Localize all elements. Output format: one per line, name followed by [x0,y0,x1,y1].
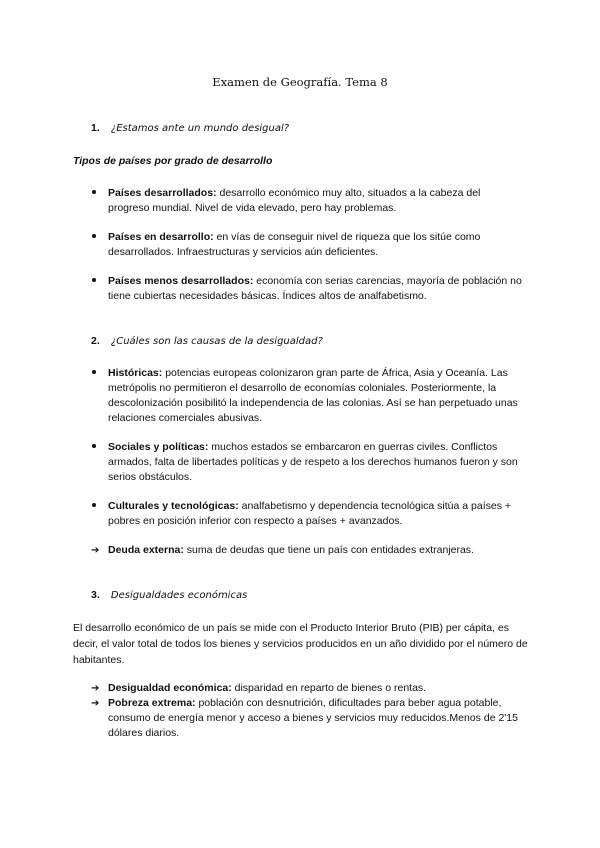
section-heading-1 [91,122,289,134]
document-title: Examen de Geografía. Tema 8 [212,75,388,89]
item-text: suma de deudas que tiene un país con entidades extranjeras. [183,544,474,556]
list-item [91,366,523,426]
subheading-tipos: Tipos de países por grado de desarrollo [73,155,273,167]
item-lead: Históricas: [108,367,163,379]
item-lead: Países en desarrollo: [108,231,214,243]
item-lead: Sociales y políticas: [108,441,209,453]
item-lead: Países desarrollados: [108,187,217,199]
item-lead: Desigualdad económica: [108,682,232,694]
list-item [91,681,523,696]
section-number: 1. [91,122,100,134]
list-item [91,440,523,485]
list-item [91,274,523,304]
item-text: analfabetismo y dependencia tecnológica sitúa a países + pobres en posición inferior con respecto a países + avanzados. [108,500,512,527]
section-heading-3 [91,589,247,601]
bullet-icon [91,366,107,381]
bullet-icon [91,230,107,245]
section-heading-text: Desigualdades económicas [110,590,248,601]
pib-paragraph: El desarrollo económico de un país se mide con el Producto Interior Bruto (PIB) per cápita, es decir, el valor total de todos los bienes y servicios producidos en un año dividido por el número de habitantes. [73,622,528,666]
bullet-icon [91,274,107,289]
arrow-right-icon: ➔ [91,545,100,556]
bullet-icon [91,499,107,514]
item-text: en vías de conseguir nivel de riqueza que los sitúe como desarrollados. Infraestructuras y servicios aún deficientes. [108,231,481,258]
list-item [91,543,523,558]
arrow-right-icon: ➔ [91,683,100,694]
item-text: muchos estados se embarcaron en guerras civiles. Conflictos armados, falta de libertades políticas y de respeto a los derechos humanos fueron y son serios obstáculos. [108,441,518,483]
item-lead: Deuda externa: [108,544,184,556]
list-item [91,499,523,529]
list-item [91,230,523,260]
item-lead: Culturales y tecnológicas: [108,500,239,512]
item-text: economía con serias carencias, mayoría de población no tiene cubiertas necesidades básicas. Índices altos de analfabetismo. [108,275,522,302]
list-item [91,186,523,216]
item-text: potencias europeas colonizaron gran parte de África, Asia y Oceanía. Las metrópolis no permitieron el desarrollo de economías coloniales. Posteriormente, la descolonización posibilitó la independencia de las colonias. Así se han perpetuado unas relaciones comerciales abusivas. [108,367,518,424]
section-heading-2 [91,335,323,347]
section-number: 2. [91,335,100,347]
item-lead: Pobreza extrema: [108,697,196,709]
item-text: desarrollo económico muy alto, situados a la cabeza del progreso mundial. Nivel de vida elevado, pero hay problemas. [108,187,481,214]
arrow-right-icon: ➔ [91,698,100,709]
section-heading-text: ¿Estamos ante un mundo desigual? [110,123,290,134]
item-lead: Países menos desarrollados: [108,275,254,287]
bullet-icon [91,186,107,201]
item-text: disparidad en reparto de bienes o rentas. [231,682,427,694]
section-heading-text: ¿Cuáles son las causas de la desigualdad? [110,336,323,347]
list-item [91,696,523,741]
bullet-icon [91,440,107,455]
item-text: población con desnutrición, dificultades para beber agua potable, consumo de energía menor y acceso a bienes y servicios muy reducidos.Menos de 2'15 dólares diarios. [108,697,518,739]
section-number: 3. [91,589,100,601]
